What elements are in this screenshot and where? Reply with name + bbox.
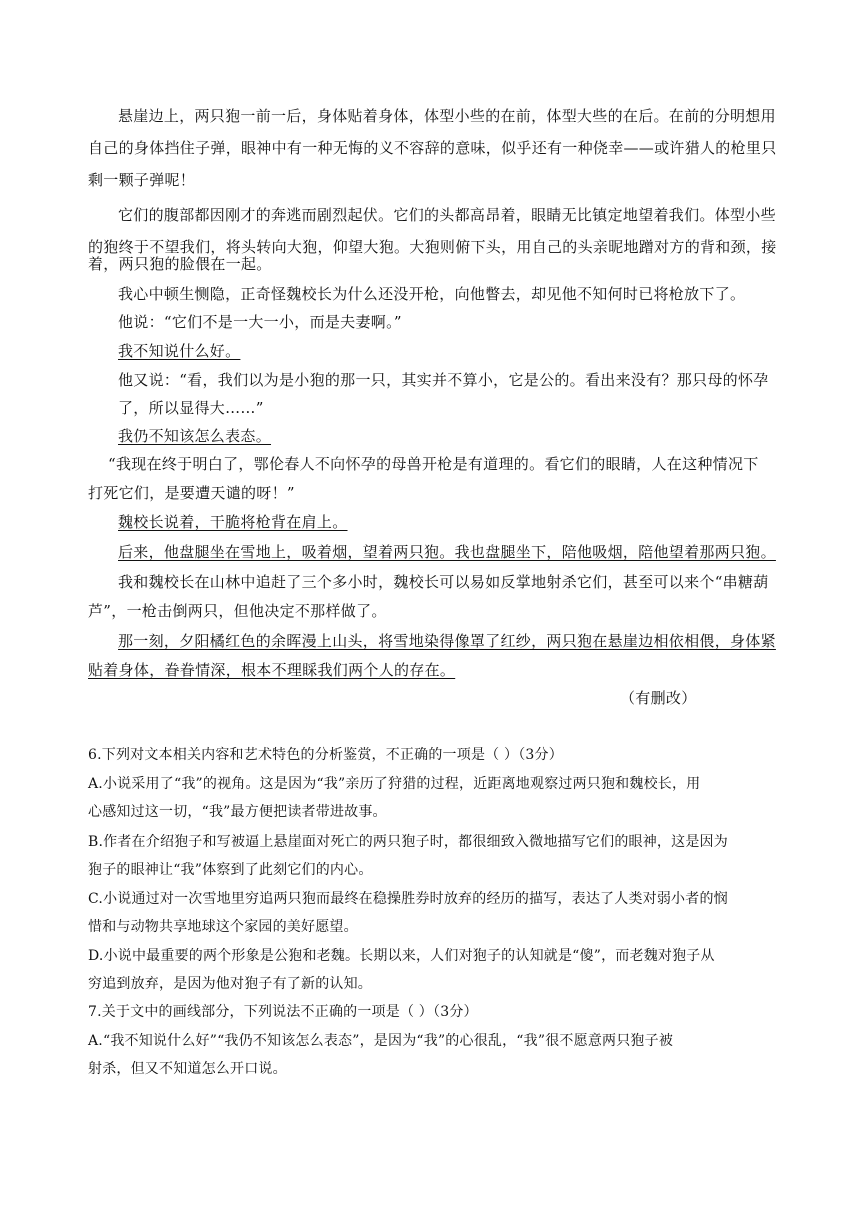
para8-line2: 打死它们，是要遭天谴的呀！” xyxy=(88,484,295,502)
para2-line1: 它们的腹部都因刚才的奔逃而剧烈起伏。它们的头都高昂着，眼睛无比镇定地望着我们。体型小些 xyxy=(118,206,776,224)
para5-wrap xyxy=(118,341,240,361)
para1-line2: 自己的身体挡住子弹，眼神中有一种无悔的义不容辞的意味，似乎还有一种侥幸——或许猎人的枪里只 xyxy=(88,139,777,157)
q6-option-d-line2: 穷追到放弃，是因为他对狍子有了新的认知。 xyxy=(88,976,372,992)
q6-option-d-line1: D.小说中最重要的两个形象是公狍和老魏。长期以来，人们对狍子的认知就是“傻”，而老魏对狍子从 xyxy=(88,948,715,964)
para5-underlined: 我不知说什么好。 xyxy=(118,342,241,360)
para8-line1: “我现在终于明白了，鄂伦春人不向怀孕的母兽开枪是有道理的。看它们的眼睛，人在这种情况下 xyxy=(108,455,759,473)
q7-option-a-line2: 射杀，但又不知道怎么开口说。 xyxy=(88,1061,287,1077)
para12-line2-underlined: 贴着身体，眷眷情深，根本不理睬我们两个人的存在。 xyxy=(88,661,456,679)
para12-line2-wrap xyxy=(88,660,455,680)
para7-underlined: 我仍不知该怎么表态。 xyxy=(118,427,272,445)
q6-stem: 6.下列对文本相关内容和艺术特色的分析鉴赏，不正确的一项是（ ）（3分） xyxy=(88,747,563,763)
q6-option-c-line1: C.小说通过对一次雪地里穷追两只狍而最终在稳操胜券时放弃的经历的描写，表达了人类对弱小者的悯 xyxy=(88,891,728,907)
q7-stem: 7.关于文中的画线部分，下列说法不正确的一项是（ ）（3分） xyxy=(88,1004,478,1020)
para6-line2: 了，所以显得大……” xyxy=(118,399,264,417)
para4: 他说：“它们不是一大一小，而是夫妻啊。” xyxy=(118,313,402,331)
q6-option-a-line1: A.小说采用了“我”的视角。这是因为“我”亲历了狩猎的过程，近距离地观察过两只狍和魏校长，用 xyxy=(88,776,701,792)
para10-underlined: 后来，他盘腿坐在雪地上，吸着烟，望着两只狍。我也盘腿坐下，陪他吸烟，陪他望着那两只狍。 xyxy=(118,543,776,561)
para7-wrap xyxy=(118,426,271,446)
q6-option-b-line1: B.作者在介绍狍子和写被逼上悬崖面对死亡的两只狍子时，都很细致入微地描写它们的眼神，这是因为 xyxy=(88,834,728,850)
para12-line1-underlined: 那一刻，夕阳橘红色的余晖漫上山头，将雪地染得像罩了红纱，两只狍在悬崖边相依相偎，身体紧 xyxy=(118,632,776,650)
para2-line2: 的狍终于不望我们，将头转向大狍，仰望大狍。大狍则俯下头，用自己的头亲昵地蹭对方的背和颈，接 xyxy=(88,238,777,256)
q7-option-a-line1: A.“我不知说什么好”“我仍不知该怎么表态”，是因为“我”的心很乱，“我”很不愿意两只狍子被 xyxy=(88,1033,674,1049)
para11-line1: 我和魏校长在山林中追赶了三个多小时，魏校长可以易如反掌地射杀它们，甚至可以来个“串糖葫 xyxy=(118,573,769,591)
para9-underlined: 魏校长说着，干脆将枪背在肩上。 xyxy=(118,513,348,531)
para3: 我心中顿生恻隐，正奇怪魏校长为什么还没开枪，向他瞥去，却见他不知何时已将枪放下了。 xyxy=(118,285,746,303)
para2-line3: 着，两只狍的脸偎在一起。 xyxy=(88,255,272,273)
para12-line1-wrap xyxy=(118,631,776,651)
para10-wrap xyxy=(118,542,776,562)
revision-note: （有删改） xyxy=(620,689,697,707)
para11-line2: 芦”，一枪击倒两只，但他决定不那样做了。 xyxy=(88,602,387,620)
para1-line1: 悬崖边上，两只狍一前一后，身体贴着身体，体型小些的在前，体型大些的在后。在前的分明想用 xyxy=(118,107,776,125)
q6-option-a-line2: 心感知过这一切，“我”最方便把读者带进故事。 xyxy=(88,804,387,820)
para6-line1: 他又说：“看，我们以为是小狍的那一只，其实并不算小，它是公的。看出来没有？那只母的怀孕 xyxy=(118,371,769,389)
para9-wrap xyxy=(118,512,348,532)
q6-option-c-line2: 惜和与动物共享地球这个家园的美好愿望。 xyxy=(88,919,358,935)
para1-line3: 剩一颗子弹呢！ xyxy=(88,171,196,189)
q6-option-b-line2: 狍子的眼神让“我”体察到了此刻它们的内心。 xyxy=(88,862,373,878)
